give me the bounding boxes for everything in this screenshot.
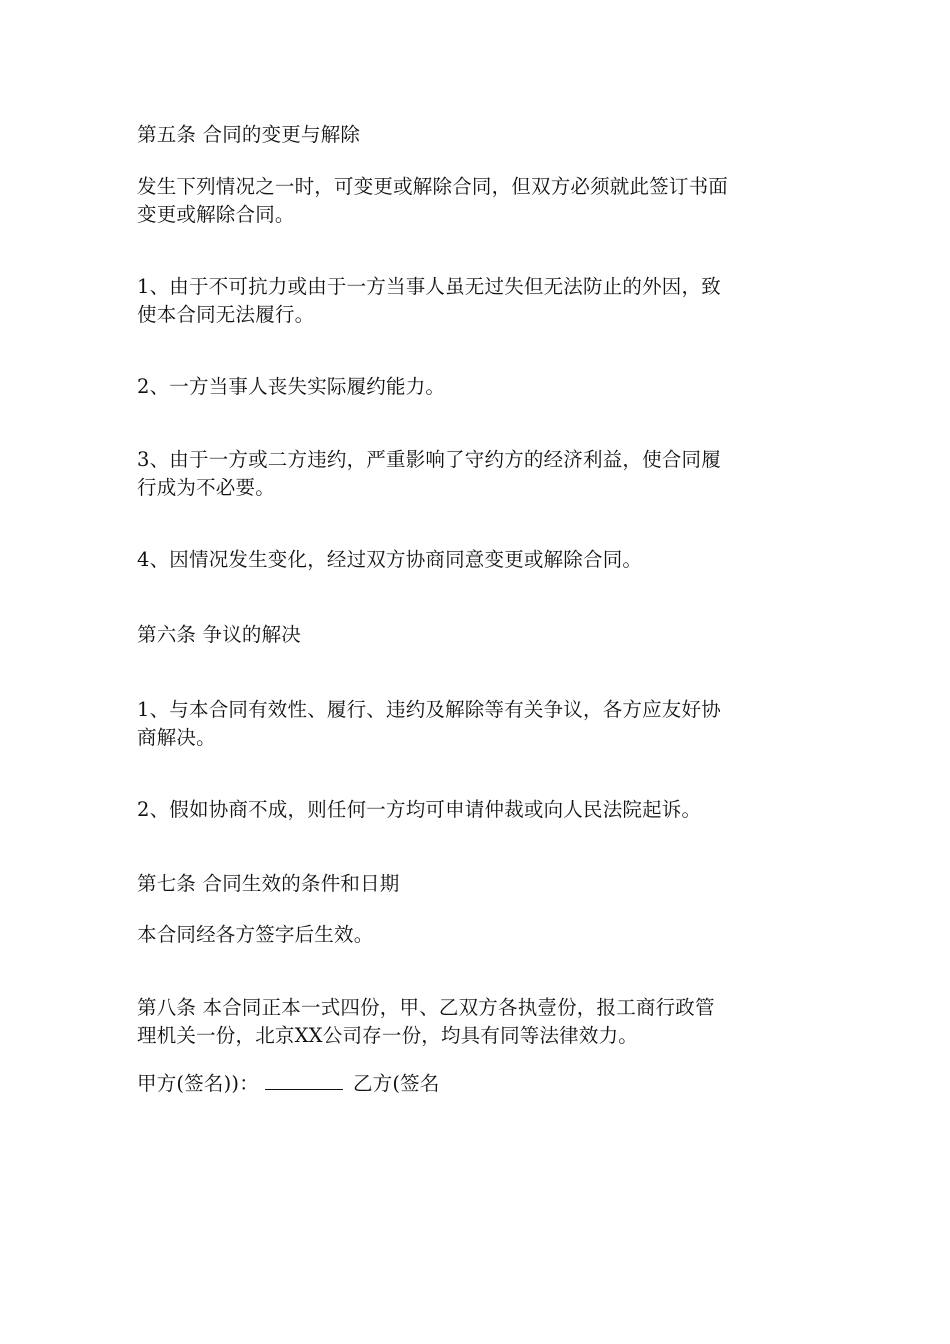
article-5-item-1-line-1: 1、由于不可抗力或由于一方当事人虽无过失但无法防止的外因，致 [137,275,721,298]
article-5-item-3-line-1: 3、由于一方或二方违约，严重影响了守约方的经济利益，使合同履 [137,448,721,471]
signature-line [137,1069,827,1099]
article-5-heading: 第五条 合同的变更与解除 [137,123,361,146]
article-8-line-1: 第八条 本合同正本一式四份，甲、乙双方各执壹份，报工商行政管 [137,996,715,1019]
article-6-item-1-line-1: 1、与本合同有效性、履行、违约及解除等有关争议，各方应友好协 [137,698,721,721]
article-6-item-1-line-2: 商解决。 [137,726,216,749]
party-a-signature-label: 甲方(签名))： [137,1072,259,1095]
party-a-signature-blank [265,1069,343,1090]
article-7-heading: 第七条 合同生效的条件和日期 [137,872,400,895]
article-7-body: 本合同经各方签字后生效。 [137,923,374,946]
article-5-item-1-line-2: 使本合同无法履行。 [137,303,315,326]
article-5-intro-line-2: 变更或解除合同。 [137,203,295,226]
article-5-item-3-line-2: 行成为不必要。 [137,476,275,499]
article-6-item-2: 2、假如协商不成，则任何一方均可申请仲裁或向人民法院起诉。 [137,798,702,821]
article-8-line-2: 理机关一份，北京XX公司存一份，均具有同等法律效力。 [137,1024,638,1047]
article-6-heading: 第六条 争议的解决 [137,623,301,646]
article-5-item-2: 2、一方当事人丧失实际履约能力。 [137,375,446,398]
article-5-intro-line-1: 发生下列情况之一时，可变更或解除合同，但双方必须就此签订书面 [137,175,729,198]
article-5-item-4: 4、因情况发生变化，经过双方协商同意变更或解除合同。 [137,548,643,571]
party-b-signature-label: 乙方(签名 [352,1072,440,1095]
